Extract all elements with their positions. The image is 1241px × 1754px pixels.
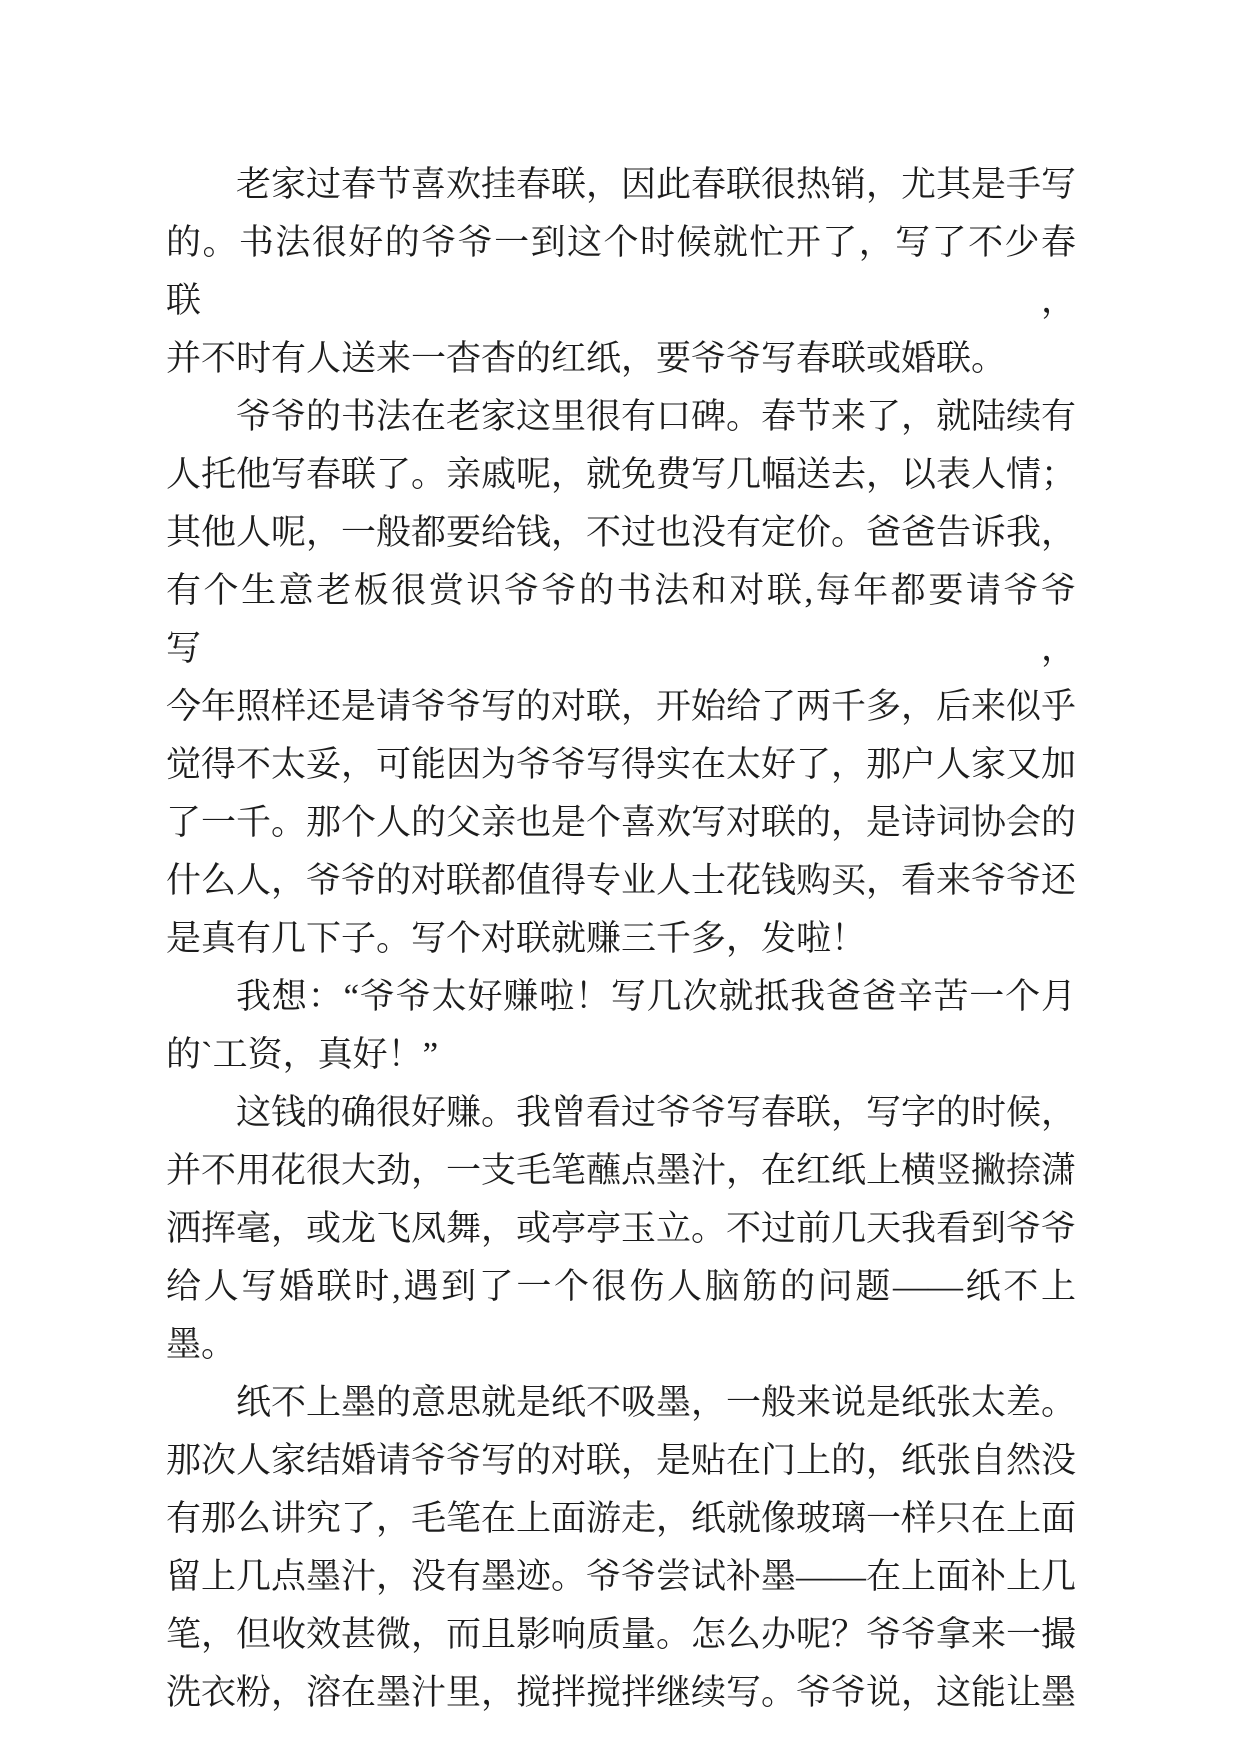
text-line: 老家过春节喜欢挂春联，因此春联很热销，尤其是手写 [236, 165, 1077, 204]
text-line: 留上几点墨汁，没有墨迹。爷爷尝试补墨——在上面补上几 [166, 1557, 1077, 1596]
text-line: 的。书法很好的爷爷一到这个时候就忙开了，写了不少春联， [166, 223, 1076, 320]
paragraph [166, 156, 1076, 388]
document-body [166, 156, 1076, 1722]
text-line: 今年照样还是请爷爷写的对联，开始给了两千多，后来似乎 [166, 687, 1077, 726]
text-line: 我想：“爷爷太好赚啦！写几次就抵我爸爸辛苦一个月 [236, 977, 1076, 1016]
paragraph [166, 968, 1076, 1084]
text-line: 其他人呢，一般都要给钱，不过也没有定价。爸爸告诉我， [166, 513, 1077, 552]
text-line: 这钱的确很好赚。我曾看过爷爷写春联，写字的时候， [236, 1093, 1077, 1132]
text-line: 爷爷的书法在老家这里很有口碑。春节来了，就陆续有 [236, 397, 1077, 436]
paragraph [166, 1084, 1076, 1374]
text-line: 并不时有人送来一杳杳的红纸，要爷爷写春联或婚联。 [166, 339, 1007, 378]
paragraph [166, 388, 1076, 968]
text-line: 的`工资，真好！” [166, 1035, 439, 1074]
text-line: 是真有几下子。写个对联就赚三千多，发啦！ [166, 919, 867, 958]
text-line: 洗衣粉，溶在墨汁里，搅拌搅拌继续写。爷爷说，这能让墨 [166, 1673, 1077, 1712]
text-line: 那次人家结婚请爷爷写的对联，是贴在门上的，纸张自然没 [166, 1441, 1077, 1480]
text-line: 觉得不太妥，可能因为爷爷写得实在太好了，那户人家又加 [166, 745, 1077, 784]
paragraph [166, 1374, 1076, 1722]
text-line: 了一千。那个人的父亲也是个喜欢写对联的，是诗词协会的 [166, 803, 1077, 842]
text-line: 有那么讲究了，毛笔在上面游走，纸就像玻璃一样只在上面 [166, 1499, 1077, 1538]
text-line: 并不用花很大劲，一支毛笔蘸点墨汁，在红纸上横竖撇捺潇 [166, 1151, 1077, 1190]
text-line: 有个生意老板很赏识爷爷的书法和对联,每年都要请爷爷写， [166, 571, 1076, 668]
text-line: 人托他写春联了。亲戚呢，就免费写几幅送去，以表人情； [166, 455, 1077, 494]
text-line: 给人写婚联时,遇到了一个很伤人脑筋的问题——纸不上墨。 [166, 1267, 1076, 1364]
text-line: 洒挥毫，或龙飞凤舞，或亭亭玉立。不过前几天我看到爷爷 [166, 1209, 1077, 1248]
text-line: 笔，但收效甚微，而且影响质量。怎么办呢？爷爷拿来一撮 [166, 1615, 1077, 1654]
text-line: 纸不上墨的意思就是纸不吸墨，一般来说是纸张太差。 [236, 1383, 1077, 1422]
text-line: 什么人，爷爷的对联都值得专业人士花钱购买，看来爷爷还 [166, 861, 1077, 900]
